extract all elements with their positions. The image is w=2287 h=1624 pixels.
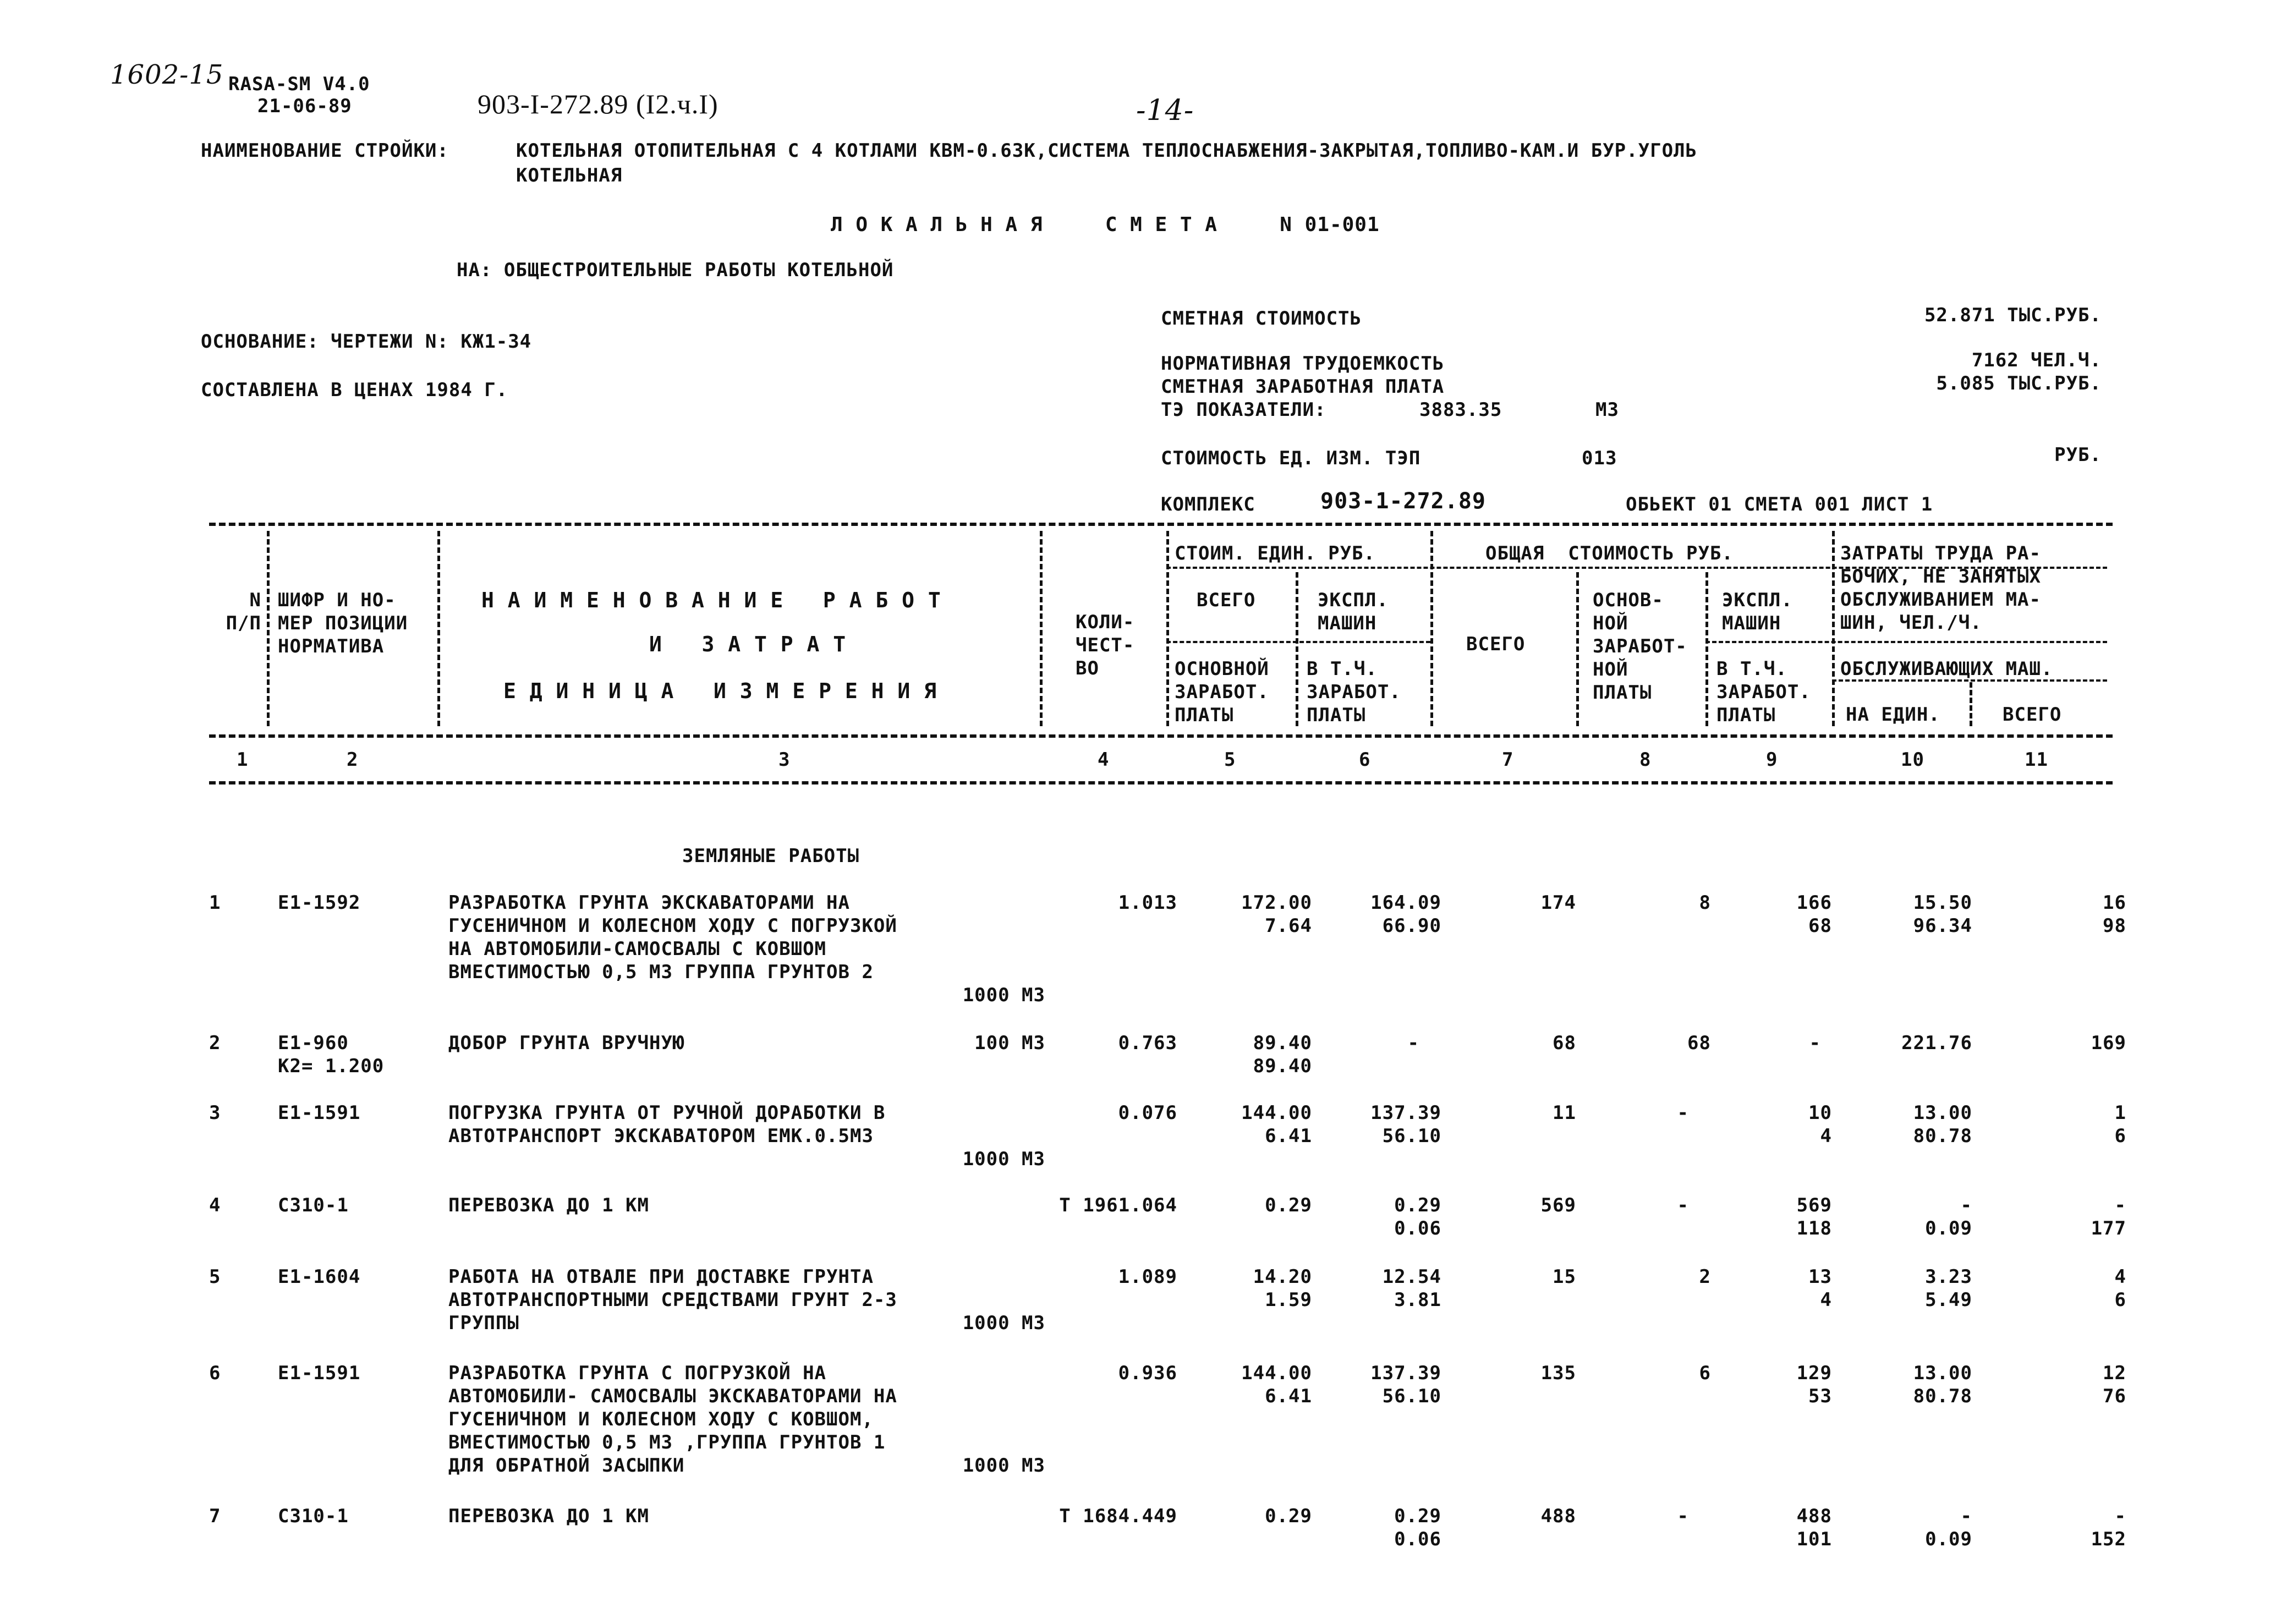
row-unit: 1000 М3 (962, 1312, 1045, 1334)
construction-text: КОТЕЛЬНАЯ ОТОПИТЕЛЬНАЯ С 4 КОТЛАМИ КВМ-0.63К,СИСТЕМА ТЕПЛОСНАБЖЕНИЯ-ЗАКРЫТАЯ,ТОПЛИВО-КАМ.И БУР.УГОЛЬ (516, 140, 1697, 162)
row-total: 15 (1553, 1266, 1576, 1288)
row-total-wage: 6 (1699, 1362, 1711, 1384)
row-description: ПЕРЕВОЗКА ДО 1 КМ (448, 1194, 649, 1216)
row-code: Е1-1591 (278, 1102, 361, 1124)
row-qty: 1.089 (1118, 1266, 1177, 1288)
header-name-c: Е Д И Н И Ц А И З М Е Р Е Н И Я (503, 679, 937, 703)
page-number: -14- (1136, 94, 1194, 127)
row-unit-cost: 144.00 6.41 (1241, 1362, 1312, 1407)
cost-value: 52.871 ТЫС.РУБ. (1924, 304, 2102, 326)
row-code: Е1-1604 (278, 1266, 361, 1288)
header-name-a: Н А И М Е Н О В А Н И Е Р А Б О Т (481, 588, 941, 612)
header-labor-all: ВСЕГО (2003, 704, 2062, 726)
row-unit: 1000 М3 (962, 984, 1045, 1006)
column-separator (1832, 531, 1838, 726)
row-description: ДОБОР ГРУНТА ВРУЧНУЮ (448, 1032, 685, 1054)
row-code: С310-1 (278, 1194, 349, 1216)
cost-label: СМЕТНАЯ СТОИМОСТЬ (1161, 308, 1362, 330)
header-rule (1166, 641, 1430, 643)
system-name: RASA-SM V4.0 (228, 73, 370, 95)
row-qty: 0.076 (1118, 1102, 1177, 1124)
col-number: 1 (237, 749, 249, 771)
wage-label: СМЕТНАЯ ЗАРАБОТНАЯ ПЛАТА (1161, 376, 1445, 398)
header-unit-vtch: В Т.Ч. ЗАРАБОТ. ПЛАТЫ (1307, 658, 1401, 726)
row-unit-expl: 12.54 3.81 (1382, 1266, 1441, 1311)
col-number: 11 (2025, 749, 2048, 771)
row-qty: 0.763 (1118, 1032, 1177, 1054)
header-name-b: И З А Т Р А Т (649, 632, 847, 656)
row-total-wage: 68 (1687, 1032, 1711, 1054)
row-labor-unit: 3.23 5.49 (1925, 1266, 1972, 1311)
row-unit-cost: 0.29 (1265, 1194, 1312, 1216)
unit-cost-value: 013 (1582, 447, 1617, 469)
row-total-wage: - (1677, 1505, 1689, 1527)
row-labor-total: - 177 (2091, 1194, 2126, 1239)
numbers-bottom-rule (209, 781, 2113, 784)
archive-number: 1602-15 (110, 59, 224, 90)
column-separator (1576, 572, 1582, 726)
row-qty: 1.013 (1118, 892, 1177, 914)
section-title: ЗЕМЛЯНЫЕ РАБОТЫ (682, 845, 860, 867)
row-qty: Т 1961.064 (1059, 1194, 1177, 1216)
column-separator (1705, 572, 1712, 726)
basis-line: ОСНОВАНИЕ: ЧЕРТЕЖИ N: КЖ1-34 (201, 331, 532, 353)
column-separator (267, 531, 273, 726)
row-unit-expl: - (1407, 1032, 1419, 1054)
row-number: 1 (209, 892, 221, 914)
header-unit-vsego: ВСЕГО (1197, 589, 1256, 611)
row-description: РАЗРАБОТКА ГРУНТА ЭКСКАВАТОРАМИ НА ГУСЕНИЧНОМ И КОЛЕСНОМ ХОДУ С ПОГРУЗКОЙ НА АВТОМОБИЛИ-САМОСВАЛЫ С КОВШОМ ВМЕСТИМОСТЬЮ 0,5 М3 ГРУППА ГРУНТОВ 2 (448, 892, 897, 983)
header-total-vtch: В Т.Ч. ЗАРАБОТ. ПЛАТЫ (1716, 658, 1811, 726)
row-unit-expl: 137.39 56.10 (1370, 1362, 1441, 1407)
col-number: 4 (1098, 749, 1110, 771)
row-total-wage: - (1677, 1194, 1689, 1216)
row-total: 488 (1540, 1505, 1576, 1527)
col-number: 5 (1224, 749, 1236, 771)
row-unit-cost: 14.20 1.59 (1253, 1266, 1312, 1311)
header-unit-expl: ЭКСПЛ. МАШИН (1318, 589, 1389, 634)
row-description: РАБОТА НА ОТВАЛЕ ПРИ ДОСТАВКЕ ГРУНТА АВТОТРАНСПОРТНЫМИ СРЕДСТВАМИ ГРУНТ 2-3 ГРУППЫ (448, 1266, 897, 1334)
row-total-expl: 569 118 (1796, 1194, 1832, 1239)
col-number: 10 (1901, 749, 1924, 771)
col-number: 6 (1359, 749, 1371, 771)
table-top-rule (209, 523, 2113, 526)
tep-value: 3883.35 (1419, 399, 1502, 421)
row-labor-total: - 152 (2091, 1505, 2126, 1550)
row-total-wage: 2 (1699, 1266, 1711, 1288)
construction-label: НАИМЕНОВАНИЕ СТРОЙКИ: (201, 140, 449, 162)
column-separator (1970, 682, 1976, 726)
header-unit-osnov: ОСНОВНОЙ ЗАРАБОТ. ПЛАТЫ (1175, 658, 1269, 726)
row-labor-unit: 13.00 80.78 (1913, 1362, 1972, 1407)
header-total-osnov: ОСНОВ- НОЙ ЗАРАБОТ- НОЙ ПЛАТЫ (1593, 589, 1687, 704)
row-labor-total: 4 6 (2114, 1266, 2126, 1311)
row-code: С310-1 (278, 1505, 349, 1527)
row-total-expl: 10 4 (1808, 1102, 1832, 1147)
row-total-expl: 129 53 (1796, 1362, 1832, 1407)
row-total: 68 (1553, 1032, 1576, 1054)
col-number: 8 (1639, 749, 1652, 771)
row-description: ПОГРУЗКА ГРУНТА ОТ РУЧНОЙ ДОРАБОТКИ В АВТОТРАНСПОРТ ЭКСКАВАТОРОМ ЕМК.0.5М3 (448, 1102, 886, 1147)
row-unit: 1000 М3 (962, 1455, 1045, 1477)
row-number: 4 (209, 1194, 221, 1216)
labor-value: 7162 ЧЕЛ.Ч. (1971, 349, 2102, 371)
row-labor-unit: 221.76 (1901, 1032, 1972, 1054)
col-number: 9 (1766, 749, 1778, 771)
row-unit: 100 М3 (974, 1032, 1045, 1054)
unit-cost-label: СТОИМОСТЬ ЕД. ИЗМ. ТЭП (1161, 447, 1421, 469)
col-number: 3 (778, 749, 791, 771)
row-unit-cost: 89.40 89.40 (1253, 1032, 1312, 1077)
col-number: 7 (1502, 749, 1514, 771)
page-title: Л О К А Л Ь Н А Я С М Е Т А N 01-001 (831, 213, 1380, 236)
row-labor-unit: 15.50 96.34 (1913, 892, 1972, 937)
row-labor-total: 12 76 (2103, 1362, 2126, 1407)
tep-unit: М3 (1595, 399, 1619, 421)
header-qty: КОЛИ- ЧЕСТ- ВО (1076, 611, 1135, 679)
column-separator (1296, 572, 1302, 726)
header-unitcost: СТОИМ. ЕДИН. РУБ. (1175, 542, 1375, 564)
row-qty: 0.936 (1118, 1362, 1177, 1384)
row-unit-expl: 164.09 66.90 (1370, 892, 1441, 937)
header-labor-unit: НА ЕДИН. (1846, 704, 1940, 726)
column-separator (1040, 531, 1046, 726)
row-labor-total: 1 6 (2114, 1102, 2126, 1147)
page-subtitle: НА: ОБЩЕСТРОИТЕЛЬНЫЕ РАБОТЫ КОТЕЛЬНОЙ (457, 259, 894, 281)
row-total: 11 (1553, 1102, 1576, 1124)
row-unit-expl: 137.39 56.10 (1370, 1102, 1441, 1147)
project-code: 903-I-272.89 (I2.ч.I) (478, 89, 719, 119)
header-code: ШИФР И НО- МЕР ПОЗИЦИИ НОРМАТИВА (278, 589, 408, 657)
row-total-expl: 488 101 (1796, 1505, 1832, 1550)
row-total-expl: - (1809, 1032, 1821, 1054)
row-code: Е1-960 К2= 1.200 (278, 1032, 385, 1077)
row-total: 135 (1540, 1362, 1576, 1384)
row-labor-unit: - 0.09 (1925, 1505, 1972, 1550)
row-unit-cost: 144.00 6.41 (1241, 1102, 1312, 1147)
column-separator (1430, 531, 1436, 726)
row-labor-total: 169 (2091, 1032, 2126, 1054)
row-code: Е1-1592 (278, 892, 361, 914)
col-number: 2 (347, 749, 359, 771)
row-unit-expl: 0.29 0.06 (1394, 1505, 1441, 1550)
header-total: ОБЩАЯ СТОИМОСТЬ РУБ. (1485, 542, 1734, 564)
labor-label: НОРМАТИВНАЯ ТРУДОЕМКОСТЬ (1161, 353, 1445, 375)
header-num: N П/П (226, 589, 261, 634)
row-number: 7 (209, 1505, 221, 1527)
header-labor: ЗАТРАТЫ ТРУДА РА- БОЧИХ, НЕ ЗАНЯТЫХ ОБСЛУЖИВАНИЕМ МА- ШИН, ЧЕЛ./Ч. (1840, 542, 2041, 634)
row-labor-total: 16 98 (2103, 892, 2126, 937)
header-rule (1832, 679, 2107, 682)
header-total-expl: ЭКСПЛ. МАШИН (1722, 589, 1793, 634)
column-separator (1166, 531, 1172, 726)
header-labor-serv: ОБСЛУЖИВАЮЩИХ МАШ. (1840, 658, 2053, 680)
header-rule (1166, 567, 2107, 569)
system-date: 21-06-89 (257, 95, 352, 117)
unit-cost-currency: РУБ. (2054, 444, 2102, 466)
tep-label: ТЭ ПОКАЗАТЕЛИ: (1161, 399, 1326, 421)
row-total-wage: - (1677, 1102, 1689, 1124)
row-labor-unit: 13.00 80.78 (1913, 1102, 1972, 1147)
row-total: 174 (1540, 892, 1576, 914)
row-total: 569 (1540, 1194, 1576, 1216)
row-description: ПЕРЕВОЗКА ДО 1 КМ (448, 1505, 649, 1527)
header-rule (1705, 641, 2107, 643)
row-description: РАЗРАБОТКА ГРУНТА С ПОГРУЗКОЙ НА АВТОМОБИЛИ- САМОСВАЛЫ ЭКСКАВАТОРАМИ НА ГУСЕНИЧНОМ И КОЛЕСНОМ ХОДУ С КОВШОМ, ВМЕСТИМОСТЬЮ 0,5 М3 ,ГРУППА ГРУНТОВ 1 ДЛЯ ОБРАТНОЙ ЗАСЫПКИ (448, 1362, 897, 1477)
row-number: 2 (209, 1032, 221, 1054)
row-unit-expl: 0.29 0.06 (1394, 1194, 1441, 1239)
wage-value: 5.085 ТЫС.РУБ. (1936, 372, 2102, 394)
complex-value: 903-1-272.89 (1320, 489, 1486, 514)
row-number: 3 (209, 1102, 221, 1124)
row-number: 6 (209, 1362, 221, 1384)
complex-label: КОМПЛЕКС (1161, 493, 1255, 515)
row-total-expl: 13 4 (1808, 1266, 1832, 1311)
row-labor-unit: - 0.09 (1925, 1194, 1972, 1239)
construction-text-2: КОТЕЛЬНАЯ (516, 164, 623, 186)
row-number: 5 (209, 1266, 221, 1288)
object-line: ОБЬЕКТ 01 СМЕТА 001 ЛИСТ 1 (1626, 493, 1933, 515)
row-unit-cost: 172.00 7.64 (1241, 892, 1312, 937)
row-total-expl: 166 68 (1796, 892, 1832, 937)
row-unit: 1000 М3 (962, 1148, 1045, 1170)
row-qty: Т 1684.449 (1059, 1505, 1177, 1527)
row-total-wage: 8 (1699, 892, 1711, 914)
header-total-vsego: ВСЕГО (1466, 633, 1526, 655)
header-bottom-rule (209, 734, 2113, 738)
prices-line: СОСТАВЛЕНА В ЦЕНАХ 1984 Г. (201, 379, 508, 401)
row-code: Е1-1591 (278, 1362, 361, 1384)
column-separator (437, 531, 443, 726)
row-unit-cost: 0.29 (1265, 1505, 1312, 1527)
